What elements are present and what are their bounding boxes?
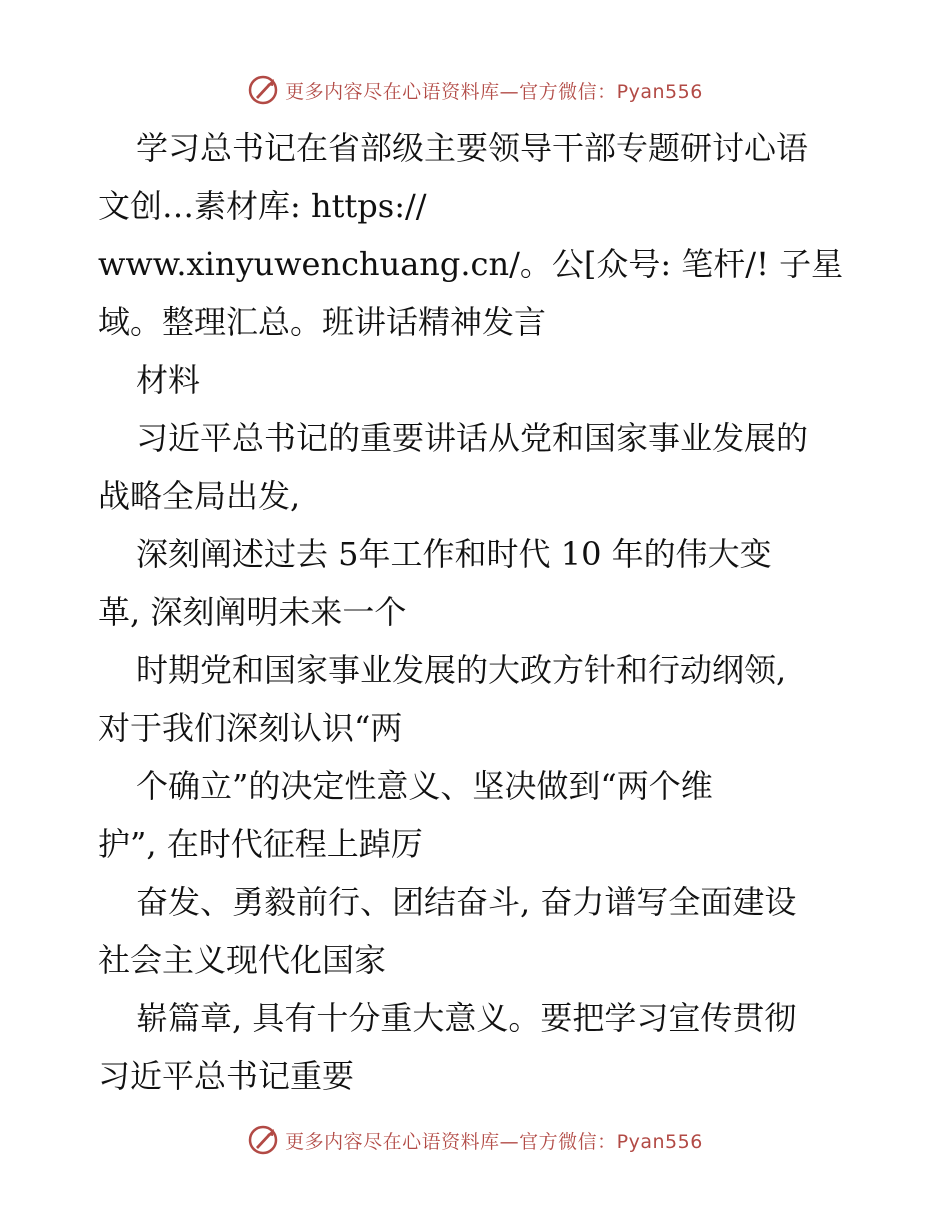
text-line-13: 护”, 在时代征程上踔厉 [98, 825, 423, 863]
text-line-16: 崭篇章, 具有十分重大意义。要把学习宣传贯彻 [136, 999, 797, 1037]
text-line-17: 习近平总书记重要 [98, 1057, 355, 1095]
watermark-text: 更多内容尽在心语资料库—官方微信：Pyan556 [285, 80, 703, 103]
text-line-15: 社会主义现代化国家 [98, 941, 387, 979]
text-line-11: 对于我们深刻认识“两 [98, 709, 403, 747]
footer-watermark [0, 1122, 950, 1158]
text-line-6: 习近平总书记的重要讲话从党和国家事业发展的 [136, 419, 809, 457]
text-line-8: 深刻阐述过去 5年工作和时代 10 年的伟大变 [136, 535, 772, 573]
quill-logo-icon [247, 1124, 279, 1156]
text-line-12: 个确立”的决定性意义、坚决做到“两个维 [136, 767, 713, 805]
text-line-4: 域。整理汇总。班讲话精神发言 [98, 303, 547, 341]
text-line-5: 材料 [136, 361, 201, 399]
text-line-10: 时期党和国家事业发展的大政方针和行动纲领, [136, 651, 787, 689]
text-line-7: 战略全局出发, [98, 477, 301, 515]
text-line-2: 文创…素材库: https:// [98, 187, 427, 225]
watermark-text: 更多内容尽在心语资料库—官方微信：Pyan556 [285, 1130, 703, 1153]
text-line-14: 奋发、勇毅前行、团结奋斗, 奋力谱写全面建设 [136, 883, 797, 921]
text-line-1: 学习总书记在省部级主要领导干部专题研讨心语 [136, 129, 809, 167]
text-line-9: 革, 深刻阐明未来一个 [98, 593, 407, 631]
text-line-3: www.xinyuwenchuang.cn/。公[众号: 笔杆/! 子星 [98, 245, 844, 283]
